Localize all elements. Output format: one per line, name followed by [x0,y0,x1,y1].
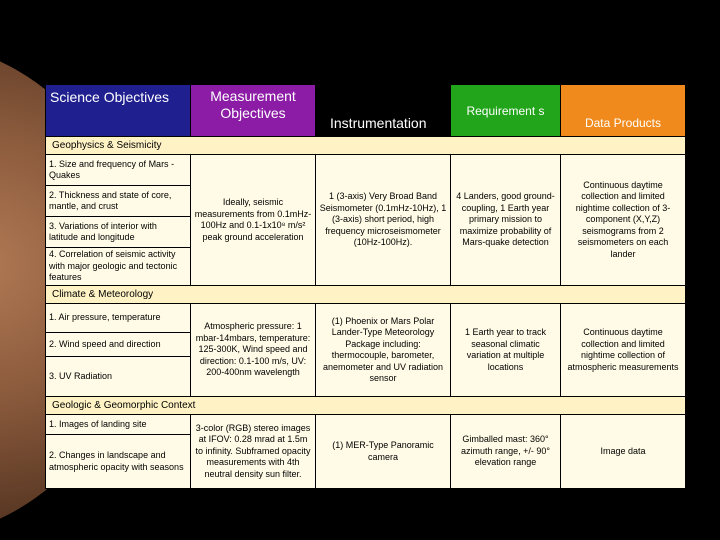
header-row [46,85,686,137]
requirements-cell: Gimballed mast: 360° azimuth range, +/- 90° elevation range [451,415,561,489]
header-data-products: Data Products [561,85,686,137]
instrumentation-cell: (1) Phoenix or Mars Polar Lander-Type Meteorology Package including: thermocouple, barometer, anemometer and UV radiation sensor [316,304,451,397]
section-title: Geologic & Geomorphic Context [46,397,686,415]
science-traceability-table [45,84,686,489]
table-row [46,415,686,435]
objective-cell: 2. Changes in landscape and atmospheric opacity with seasons [46,435,191,489]
measurement-objective-cell: 3-color (RGB) stereo images at IFOV: 0.28 mrad at 1.5m to infinity. Subframed opacity measurements with 4th neutral density sun filter. [191,415,316,489]
requirements-cell: 1 Earth year to track seasonal climatic variation at multiple locations [451,304,561,397]
objective-cell: 4. Correlation of seismic activity with major geologic and tectonic features [46,248,191,286]
objective-cell: 2. Wind speed and direction [46,333,191,357]
section-row-geophysics [46,137,686,155]
table-row [46,155,686,186]
data-products-cell: Image data [561,415,686,489]
measurement-objective-cell: Atmospheric pressure: 1 mbar-14mbars, temperature: 125-300K, Wind speed and direction: 0.1-100 m/s, UV: 200-400nm wavelength [191,304,316,397]
table-row [46,304,686,333]
header-requirements: Requirement s [451,85,561,137]
objective-cell: 1. Images of landing site [46,415,191,435]
section-row-climate [46,286,686,304]
data-products-cell: Continuous daytime collection and limited nightime collection of 3-component (X,Y,Z) seismograms from 2 seismometers on each lander [561,155,686,286]
header-science-objectives: Science Objectives [46,85,191,137]
data-products-cell: Continuous daytime collection and limited nightime collection of atmospheric measurements [561,304,686,397]
instrumentation-cell: 1 (3-axis) Very Broad Band Seismometer (0.1mHz-10Hz), 1 (3-axis) short period, high frequency microseismometer (10Hz-100Hz). [316,155,451,286]
header-instrumentation: Instrumentation [316,85,451,137]
header-measurement-objectives: Measurement Objectives [191,85,316,137]
requirements-cell: 4 Landers, good ground-coupling, 1 Earth year primary mission to maximize probability of Mars-quake detection [451,155,561,286]
objective-cell: 1. Size and frequency of Mars -Quakes [46,155,191,186]
section-title: Geophysics & Seismicity [46,137,686,155]
section-title: Climate & Meteorology [46,286,686,304]
objective-cell: 1. Air pressure, temperature [46,304,191,333]
objective-cell: 2. Thickness and state of core, mantle, and crust [46,186,191,217]
objective-cell: 3. Variations of interior with latitude and longitude [46,217,191,248]
measurement-objective-cell: Ideally, seismic measurements from 0.1mHz-100Hz and 0.1-1x10⁸ m/s² peak ground acceleration [191,155,316,286]
objective-cell: 3. UV Radiation [46,357,191,397]
instrumentation-cell: (1) MER-Type Panoramic camera [316,415,451,489]
section-row-geologic [46,397,686,415]
